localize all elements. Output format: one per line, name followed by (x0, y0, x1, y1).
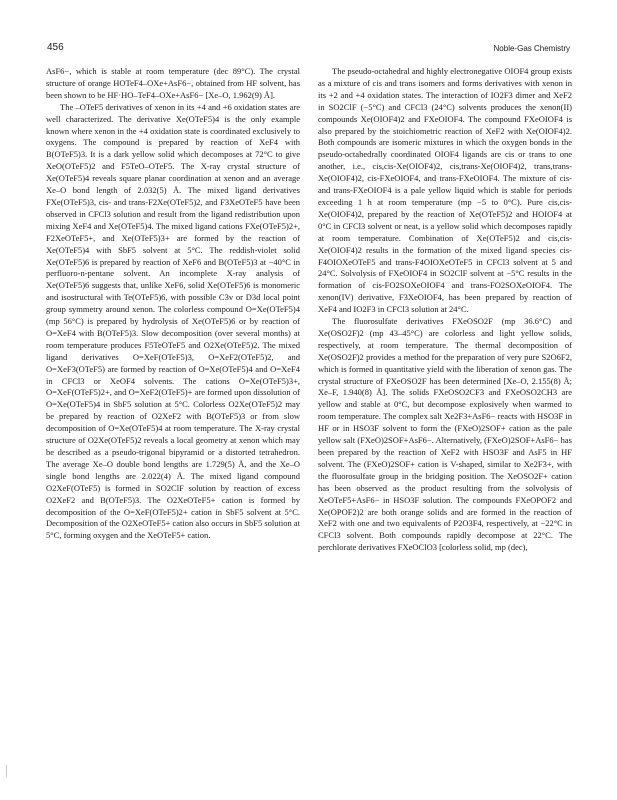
right-paragraph-2: The fluorosulfate derivatives FXeOSO2F (mp 36.6°C) and Xe(OSO2F)2 (mp 43–45°C) are colorless and light yellow solids, respectively, at room temperature. The thermal decomposition of Xe(OSO2F)2 provides a method for the preparation of very pure S2O6F2, which is formed in quantitative yield with the liberation of xenon gas. The crystal structure of FXeOSO2F has been determined [Xe–O, 2.155(8) Å; Xe–F, 1.940(8) Å]. The solids FXeOSO2CF3 and FXeOSO2CH3 are yellow and stable at 0°C, but decompose explosively when warmed to room temperature. The complex salt Xe2F3+AsF6− reacts with HSO3F in HF or in HSO3F solvent to form the (FXeO)2SOF+ cation as the pale yellow salt (FXeO)2SOF+AsF6−. Alternatively, (FXeO)2SOF+AsF6− has been prepared by the reaction of XeF2 with HSO3F and AsF5 in HF solvent. The (FXeO)2SOF+ cation is V-shaped, similar to Xe2F3+, with the fluorosulfate group in the bridging position. The XeOSO2F+ cation has been observed as the product resulting from the solvolysis of XeOTeF5+AsF6− in HSO3F solution. The compounds FXeOPOF2 and Xe(OPOF2)2 are both orange solids and are formed in the reaction of XeF2 with one and two equivalents of P2O3F4, respectively, at −22°C in CFCl3 solvent. Both compounds rapidly decompose at 22°C. The perchlorate derivatives FXeOClO3 [colorless solid, mp (dec), (318, 316, 572, 553)
left-column (46, 66, 300, 542)
scan-edge-mark (6, 765, 7, 777)
right-paragraph-1: The pseudo-octahedral and highly electronegative OIOF4 group exists as a mixture of cis and trans isomers and forms derivatives with xenon in its +2 and +4 oxidation states. The interaction of IO2F3 dimer and XeF2 in SO2ClF (−5°C) and CFCl3 (24°C) solvents produces the xenon(II) compounds Xe(OIOF4)2 and FXeOIOF4. The compound FXeOIOF4 is also prepared by the stoichiometric reaction of XeF2 with Xe(OIOF4)2. Both compounds are isomeric mixtures in which the oxygen bonds in the pseudo-octahedrally coordinated OIOF4 ligands are cis or trans to one another, i.e., cis,cis-Xe(OIOF4)2, cis,trans-Xe(OIOF4)2, trans,trans-Xe(OIOF4)2, cis-FXeOIOF4, and trans-FXeOIOF4. The mixture of cis- and trans-FXeOIOF4 is a pale yellow liquid which is stable for periods exceeding 1 h at room temperature (mp −5 to 0°C). Pure cis,cis-Xe(OIOF4)2, prepared by the reaction of Xe(OTeF5)2 and HOIOF4 at 0°C in CFCl3 solvent or neat, is a yellow solid which decomposes rapidly at room temperature. Combination of Xe(OTeF5)2 and cis,cis-Xe(OIOF4)2 results in the formation of the mixed ligand species cis-F4OIOXeOTeF5 and trans-F4OIOXeOTeF5 in CFCl3 solvent at 5 and 24°C. Solvolysis of FXeOIOF4 in SO2ClF solvent at −5°C results in the formation of cis-FO2SOXeOIOF4 and trans-FO2SOXeOIOF4. The xenon(IV) derivative, F3XeOIOF4, has been prepared by reaction of XeF4 and IO2F3 in CFCl3 solution at 24°C. (318, 66, 572, 315)
page-number: 456 (47, 42, 64, 53)
running-title: Noble-Gas Chemistry (493, 44, 570, 53)
right-column (318, 66, 572, 554)
left-paragraph-1: AsF6−, which is stable at room temperature (dec 89°C). The crystal structure of orange HOTeF4–OXe+AsF6−, obtained from HF solvent, has been shown to be HF·HO–TeF4–OXe+AsF6− [Xe–O, 1.962(9) Å]. (46, 66, 300, 100)
left-paragraph-2: The –OTeF5 derivatives of xenon in its +4 and +6 oxidation states are well characterized. The derivative Xe(OTeF5)4 is the only example known where xenon in the +4 oxidation state is coordinated exclusively to oxygens. The compound is prepared by reaction of XeF4 with B(OTeF5)3. It is a dark yellow solid which decomposes at 72°C to give XeO(OTeF5)2 and F5TeO–OTeF5. The X-ray crystal structure of Xe(OTeF5)4 reveals square planar coordination at xenon and an average Xe–O bond length of 2.032(5) Å. The mixed ligand derivatives FXe(OTeF5)3, cis- and trans-F2Xe(OTeF5)2, and F3XeOTeF5 have been observed in CFCl3 solution and result from the ligand redistribution upon mixing XeF4 and Xe(OTeF5)4. The mixed ligand cations FXe(OTeF5)2+, F2XeOTeF5+, and Xe(OTeF5)3+ are formed by the reaction of Xe(OTeF5)4 with SbF5 solvent at 5°C. The reddish-violet solid Xe(OTeF5)6 is prepared by reaction of XeF6 and B(OTeF5)3 at −40°C in perfluoro-n-pentane solvent. An incomplete X-ray analysis of Xe(OTeF5)6 suggests that, unlike XeF6, solid Xe(OTeF5)6 is monomeric and isostructural with Te(OTeF5)6, with possible C3v or D3d local point group symmetry around xenon. The colorless compound O=Xe(OTeF5)4 (mp 56°C) is prepared by hydrolysis of Xe(OTeF5)6 or by reaction of O=XeF4 with B(OTeF5)3. Slow decomposition (over several months) at room temperature produces F5TeOTeF5 and O2Xe(OTeF5)2. The mixed ligand derivatives O=XeF(OTeF5)3, O=XeF2(OTeF5)2, and O=XeF3(OTeF5) are formed by reaction of O=Xe(OTeF5)4 and O=XeF4 in CFCl3 or XeOF4 solvents. The cations O=Xe(OTeF5)3+, O=XeF(OTeF5)2+, and O=XeF2(OTeF5)+ are formed upon dissolution of O=Xe(OTeF5)4 in SbF5 solution at 5°C. Colorless O2Xe(OTeF5)2 may be prepared by reaction of O2XeF2 with B(OTeF5)3 or from slow decomposition of O=Xe(OTeF5)4 at room temperature. The X-ray crystal structure of O2Xe(OTeF5)2 reveals a local geometry at xenon which may be described as a pseudo-trigonal bipyramid or a distorted tetrahedron. The average Xe–O double bond lengths are 1.729(5) Å, and the Xe–O single bond lengths are 2.022(4) Å. The mixed ligand compound O2XeF(OTeF5) is formed in SO2ClF solution by reaction of excess O2XeF2 and B(OTeF5)3. The O2XeOTeF5+ cation is formed by decomposition of the O=XeF(OTeF5)2+ cation in SbF5 solvent at 5°C. Decomposition of the O2XeOTeF5+ cation also occurs in SbF5 solution at 5°C, forming oxygen and the XeOTeF5+ cation. (46, 101, 300, 541)
